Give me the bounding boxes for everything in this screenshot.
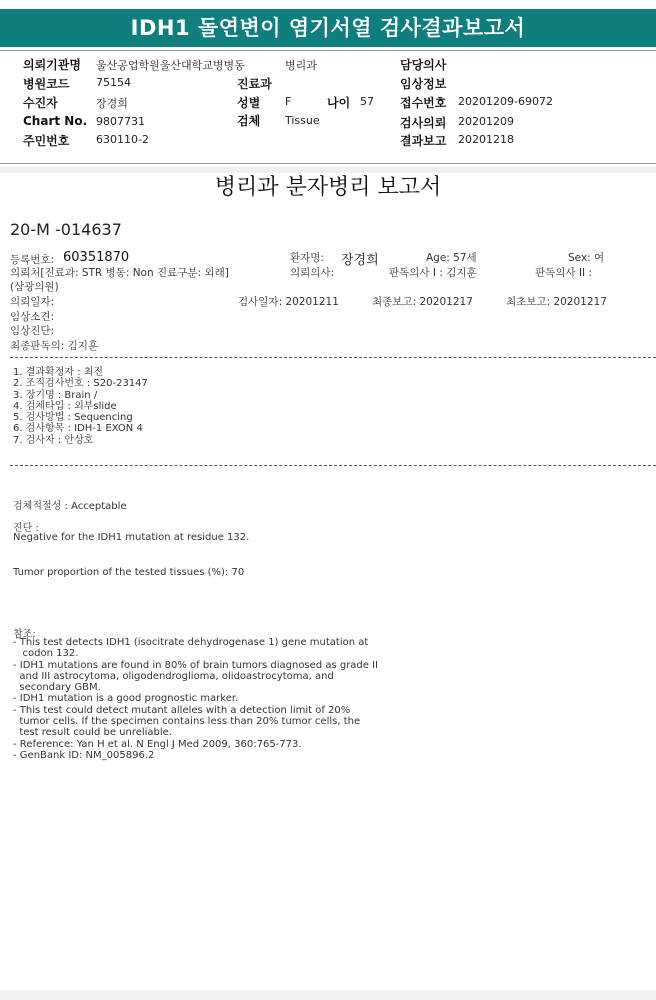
first-report-date: 최초보고: 20201217 bbox=[506, 296, 607, 308]
age-value: 57 bbox=[360, 95, 374, 108]
exam-date: 검사일자: 20201211 bbox=[238, 296, 339, 308]
hospital-code-value: 75154 bbox=[96, 76, 131, 89]
specimen-value: Tissue bbox=[285, 114, 320, 127]
list-item: 5. 검사방법 : Sequencing bbox=[13, 412, 133, 424]
divider bbox=[0, 163, 656, 164]
list-item: 4. 검체타입 : 외부slide bbox=[13, 400, 117, 412]
clinical-diagnosis: 임상진단: bbox=[10, 325, 55, 337]
report-date-value: 20201218 bbox=[458, 133, 514, 146]
tumor-proportion: Tumor proportion of the tested tissues (%): 70 bbox=[13, 567, 245, 578]
final-reader: 최종판독의: 김지훈 bbox=[10, 340, 99, 352]
request-date: 의뢰일자: bbox=[10, 296, 55, 308]
reg-label: 등록번호: bbox=[10, 254, 55, 266]
dashed-divider bbox=[10, 357, 656, 358]
reader-2: 판독의사 II : bbox=[535, 267, 592, 279]
patient-label: 수진자 bbox=[23, 96, 58, 110]
referral-line: 의뢰처[진료과: STR 병동: Non 진료구분: 외래] bbox=[10, 267, 229, 279]
age-label: 나이 bbox=[327, 96, 351, 110]
clinical-findings: 임상소견: bbox=[10, 311, 55, 323]
receipt-label: 접수번호 bbox=[400, 96, 447, 110]
id-label: 주민번호 bbox=[23, 134, 70, 148]
report-title: 병리과 분자병리 보고서 bbox=[214, 175, 442, 200]
reg-value: 60351870 bbox=[63, 250, 130, 265]
chart-no-value: 9807731 bbox=[96, 115, 145, 128]
sex-label: 성별 bbox=[237, 96, 261, 110]
referral-institution: (삼광의원) bbox=[10, 281, 59, 293]
list-item: 3. 장기명 : Brain / bbox=[13, 389, 98, 401]
receipt-value: 20201209-69072 bbox=[458, 95, 553, 108]
patient-name-value: 장경희 bbox=[341, 253, 379, 268]
age-text: Age: 57세 bbox=[426, 252, 477, 264]
specimen-label: 검체 bbox=[237, 114, 261, 128]
adequacy: 검체적절성 : Acceptable bbox=[13, 501, 127, 512]
reader-1: 판독의사 I : 김지훈 bbox=[389, 267, 477, 279]
doctor-label: 담당의사 bbox=[400, 58, 447, 72]
list-item: 1. 결과확정자 : 최진 bbox=[13, 367, 104, 378]
patient-name-label: 환자명: bbox=[290, 252, 324, 264]
list-item: 7. 검사자 : 안상호 bbox=[13, 434, 94, 446]
clinical-info-label: 임상정보 bbox=[400, 77, 447, 91]
notes-text: - This test detects IDH1 (isocitrate dehydrogenase 1) gene mutation at codon 132. - IDH1 mutations are found in 80% of brain tumors diagnosed as grade II and III astrocytoma, oligodendroglioma, olidoastrocytoma, and secondary GBM. - IDH1 mutation is a good prognostic marker. - This test could detect mutant alleles with a detection limit of 20% tumor cells. If the specimen contains less than 20% tumor cells, the test result could be unreliable. - Reference: Yan H et al. N Engl J Med 2009, 360:765-773. - GenBank ID: NM_005896.2 bbox=[13, 637, 379, 761]
referral-doctor: 의뢰의사: bbox=[290, 267, 335, 279]
final-report-date: 최종보고: 20201217 bbox=[372, 296, 473, 308]
patient-value: 장경희 bbox=[96, 97, 128, 110]
notes-label: 참조: bbox=[13, 629, 36, 640]
dashed-divider bbox=[10, 465, 656, 466]
diagnosis-label: 진단 : bbox=[13, 523, 39, 534]
sex-text: Sex: 여 bbox=[568, 252, 605, 264]
institution-label: 의뢰기관명 bbox=[23, 58, 81, 72]
item-list bbox=[13, 367, 148, 446]
divider bbox=[0, 50, 656, 51]
id-value: 630110-2 bbox=[96, 133, 149, 146]
report-number: 20-M -014637 bbox=[10, 220, 122, 239]
ward-value: 병리과 bbox=[285, 59, 317, 72]
hospital-code-label: 병원코드 bbox=[23, 77, 70, 91]
report-header-title: IDH1 돌연변이 염기서열 검사결과보고서 bbox=[0, 9, 656, 47]
dept-label: 진료과 bbox=[237, 77, 272, 91]
footer-bar bbox=[0, 990, 656, 1000]
diagnosis-text: Negative for the IDH1 mutation at residue 132. bbox=[13, 532, 250, 543]
sex-value: F bbox=[285, 95, 292, 108]
list-item: 6. 검사항목 : IDH-1 EXON 4 bbox=[13, 423, 143, 435]
chart-no-label: Chart No. bbox=[23, 114, 88, 128]
institution-value: 울산공업학원울산대학교병병동 bbox=[96, 59, 245, 72]
request-date-value: 20201209 bbox=[458, 115, 514, 128]
request-date-label: 검사의뢰 bbox=[400, 116, 447, 130]
list-item: 2. 조직검사번호 : S20-23147 bbox=[13, 378, 148, 390]
report-date-label: 결과보고 bbox=[400, 134, 447, 148]
